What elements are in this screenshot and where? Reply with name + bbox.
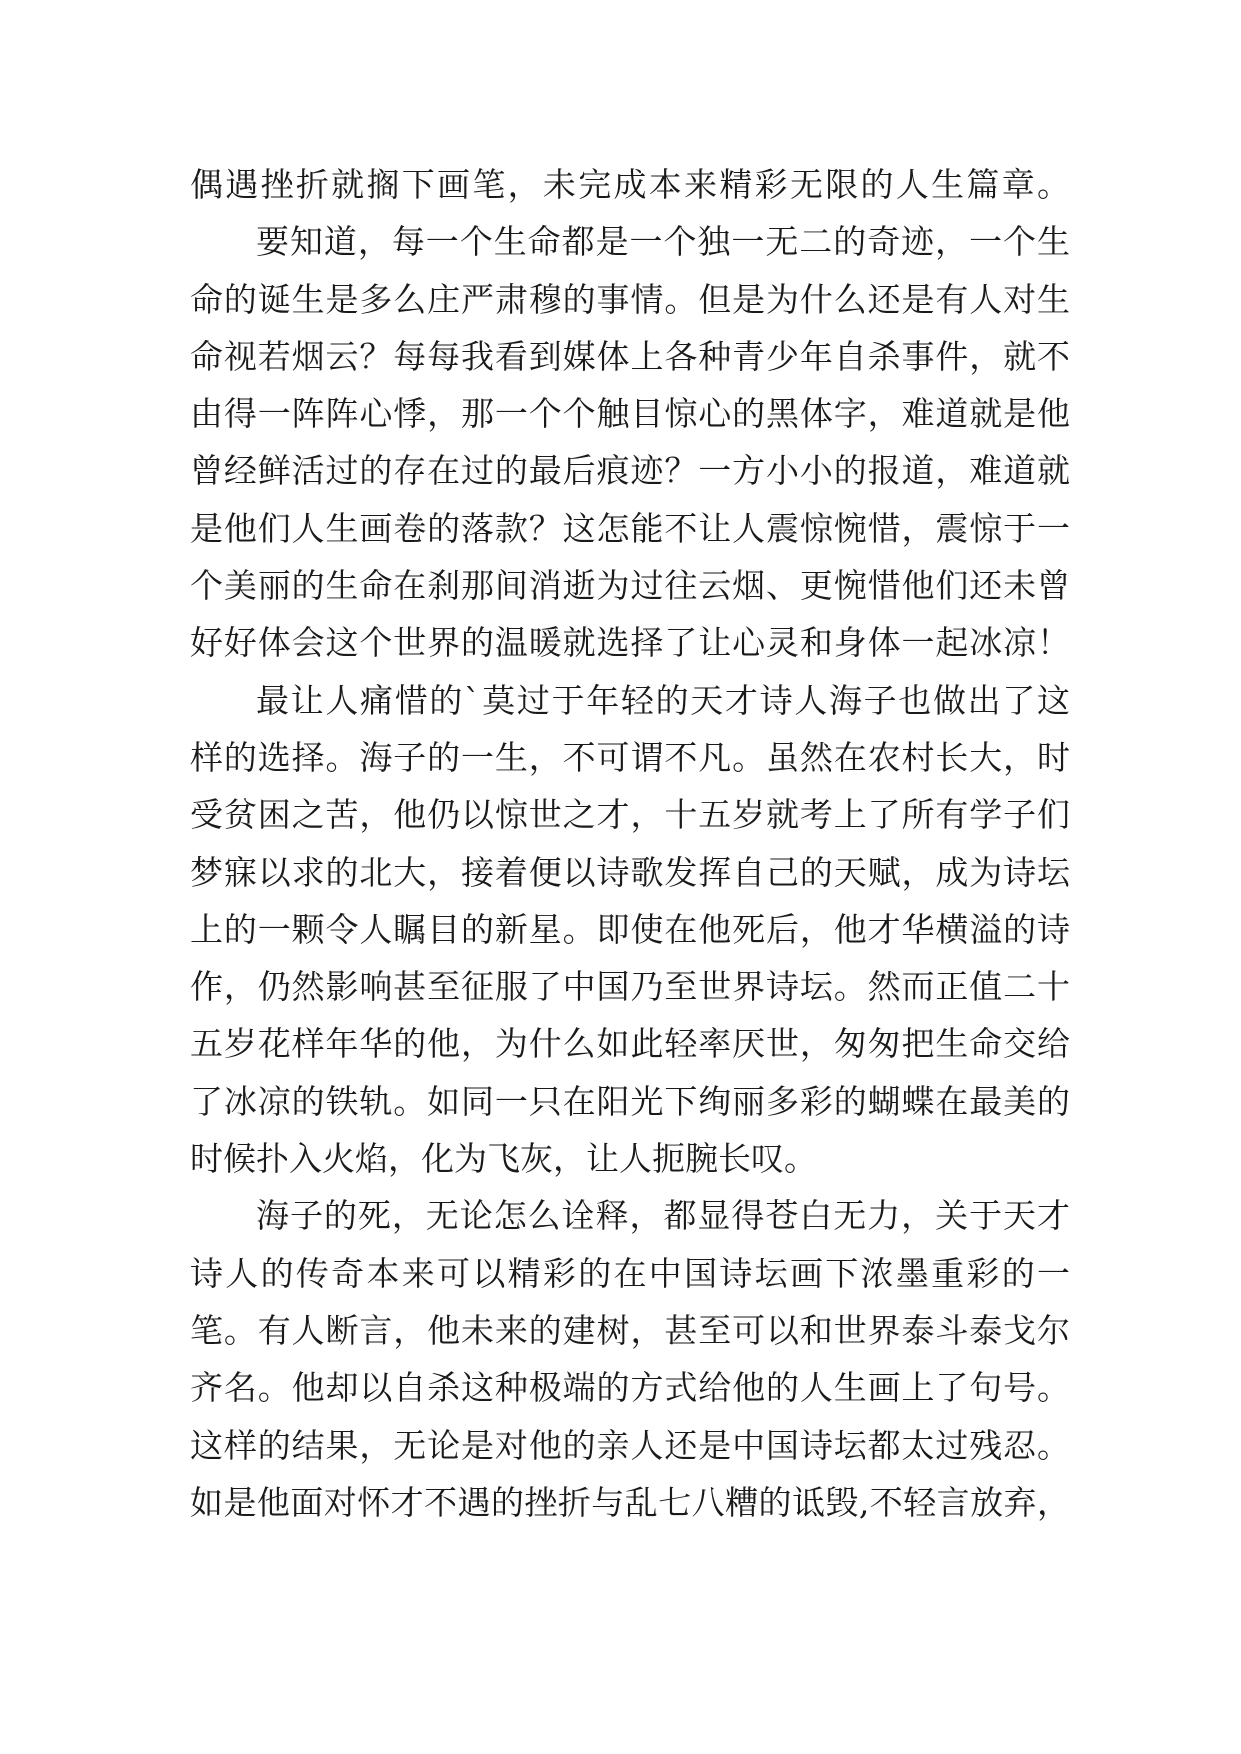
text-line: 笔。有人断言，他未来的建树，甚至可以和世界泰斗泰戈尔 — [190, 1310, 1070, 1350]
text-line: 最让人痛惜的`莫过于年轻的天才诗人海子也做出了这 — [256, 680, 1070, 720]
document-body — [190, 156, 1070, 1531]
text-line: 了冰凉的铁轨。如同一只在阳光下绚丽多彩的蝴蝶在最美的 — [190, 1081, 1070, 1121]
text-line: 好好体会这个世界的温暖就选择了让心灵和身体一起冰凉！ — [190, 623, 1070, 663]
text-line: 这样的结果，无论是对他的亲人还是中国诗坛都太过残忍。 — [190, 1425, 1070, 1465]
text-line: 偶遇挫折就搁下画笔，未完成本来精彩无限的人生篇章。 — [190, 165, 1070, 204]
text-line: 曾经鲜活过的存在过的最后痕迹？一方小小的报道，难道就 — [190, 451, 1070, 491]
text-line: 命的诞生是多么庄严肃穆的事情。但是为什么还是有人对生 — [190, 279, 1070, 319]
text-line: 个美丽的生命在刹那间消逝为过往云烟、更惋惜他们还未曾 — [190, 566, 1070, 606]
text-line: 如是他面对怀才不遇的挫折与乱七八糟的诋毁,不轻言放弃， — [190, 1482, 1070, 1522]
text-line: 海子的死，无论怎么诠释，都显得苍白无力，关于天才 — [256, 1196, 1070, 1236]
text-line: 作，仍然影响甚至征服了中国乃至世界诗坛。然而正值二十 — [190, 967, 1070, 1007]
text-line: 梦寐以求的北大，接着便以诗歌发挥自己的天赋，成为诗坛 — [190, 852, 1070, 892]
text-line: 命视若烟云？每每我看到媒体上各种青少年自杀事件，就不 — [190, 336, 1070, 376]
text-line: 是他们人生画卷的落款？这怎能不让人震惊惋惜，震惊于一 — [190, 508, 1070, 548]
text-line: 齐名。他却以自杀这种极端的方式给他的人生画上了句号。 — [190, 1368, 1070, 1408]
text-line: 诗人的传奇本来可以精彩的在中国诗坛画下浓墨重彩的一 — [190, 1253, 1070, 1293]
text-line: 由得一阵阵心悸，那一个个触目惊心的黑体字，难道就是他 — [190, 394, 1070, 434]
text-line: 受贫困之苦，他仍以惊世之才，十五岁就考上了所有学子们 — [190, 795, 1070, 835]
text-line: 要知道，每一个生命都是一个独一无二的奇迹，一个生 — [256, 222, 1070, 262]
text-line: 五岁花样年华的他，为什么如此轻率厌世，匆匆把生命交给 — [190, 1024, 1070, 1064]
text-line: 样的选择。海子的一生，不可谓不凡。虽然在农村长大，时 — [190, 737, 1070, 777]
text-line: 上的一颗令人瞩目的新星。即使在他死后，他才华横溢的诗 — [190, 909, 1070, 949]
text-line: 时候扑入火焰，化为飞灰，让人扼腕长叹。 — [190, 1139, 817, 1179]
